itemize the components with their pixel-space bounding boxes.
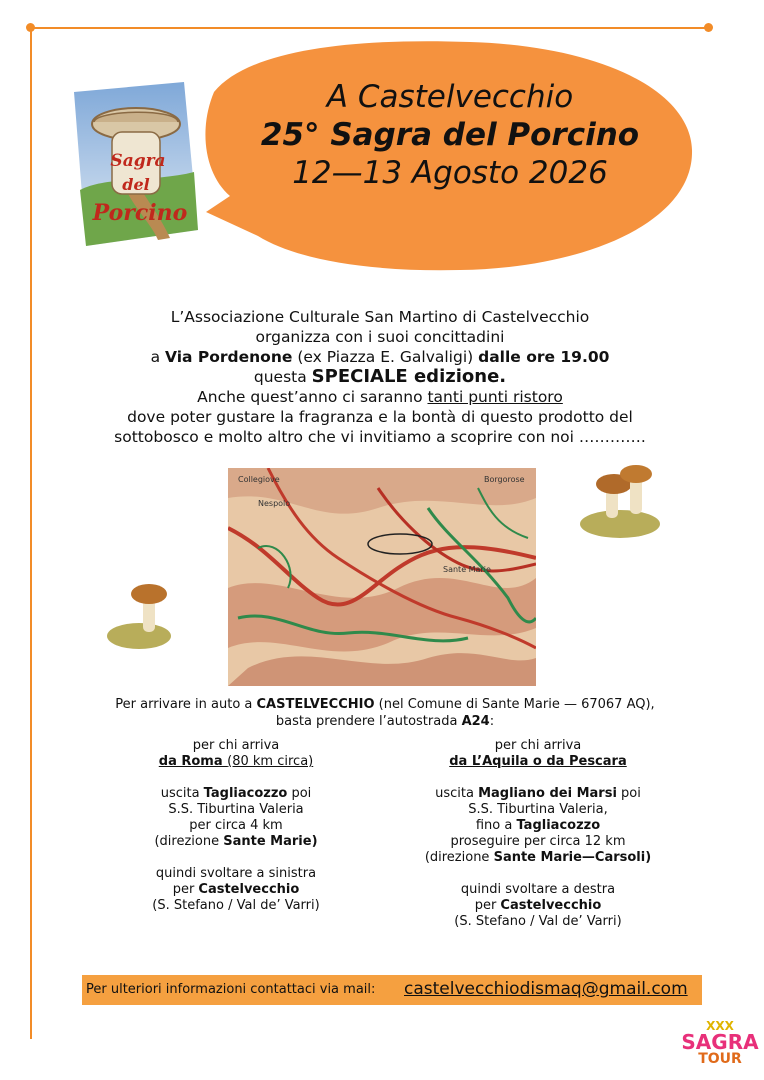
- right-origin: da L’Aquila o da Pescara: [449, 754, 627, 769]
- event-title: [240, 78, 660, 192]
- contact-bar: [82, 975, 702, 1005]
- right-until: Tagliacozzo: [516, 818, 601, 833]
- directions-line-1: Per arrivare in auto a CASTELVECCHIO (nel Comune di Sante Marie — 67067 AQ),: [115, 697, 655, 712]
- left-from: per chi arriva: [192, 738, 280, 753]
- map-label-sante-marie: Sante Marie: [443, 565, 491, 574]
- intro-place: Via Pordenone: [165, 348, 293, 366]
- left-turn: quindi svoltare a sinistra: [155, 866, 317, 881]
- right-area: (S. Stefano / Val de’ Varri): [454, 914, 622, 929]
- intro-line-3: a Via Pordenone (ex Piazza E. Galvaligi) dalle ore 19.00: [150, 348, 610, 366]
- right-turn: quindi svoltare a destra: [460, 882, 616, 897]
- intro-line-1: L’Associazione Culturale San Martino di Castelvecchio: [170, 308, 590, 326]
- brand-sagra: SAGRA: [681, 1030, 759, 1054]
- porcini-mushroom-icon-right: [576, 462, 662, 542]
- intro-line-4: questa SPECIALE edizione.: [253, 366, 507, 387]
- left-origin-note: (80 km circa): [227, 754, 314, 769]
- intro-line-7: sottobosco e molto altro che vi invitiamo a scoprire con noi ………….: [114, 428, 646, 446]
- left-direction: Sante Marie): [223, 834, 318, 849]
- title-dates: 12—13 Agosto 2026: [292, 155, 608, 191]
- intro-special: SPECIALE edizione.: [311, 366, 507, 387]
- left-exit: Tagliacozzo: [203, 786, 288, 801]
- intro-text: [60, 307, 700, 447]
- intro-line-2: organizza con i suoi concittadini: [255, 328, 505, 346]
- title-place: A Castelvecchio: [326, 79, 574, 115]
- sagra-tour-logo: [680, 1020, 760, 1066]
- left-origin: da Roma: [158, 754, 228, 769]
- intro-time: dalle ore 19.00: [478, 348, 610, 366]
- logo-text-porcino: Porcino: [92, 200, 188, 226]
- intro-line-5: Anche quest’anno ci saranno tanti punti ristoro: [197, 388, 563, 406]
- logo-text-del: del: [122, 175, 150, 194]
- logo-text-sagra: Sagra: [110, 151, 166, 171]
- right-road: S.S. Tiburtina Valeria,: [468, 802, 608, 817]
- left-distance: per circa 4 km: [189, 818, 283, 833]
- directions-from-roma: per chi arriva da Roma (80 km circa) uscita Tagliacozzo poi S.S. Tiburtina Valeria per circa 4 km (direzione Sante Marie) quindi svoltare a sinistra per Castelvecchio (S. Stefano / Val de’ Varri): [152, 738, 320, 913]
- map-label-borgorose: Borgorose: [484, 475, 525, 484]
- left-area: (S. Stefano / Val de’ Varri): [152, 898, 320, 913]
- right-distance: proseguire per circa 12 km: [450, 834, 626, 849]
- intro-line-6: dove poter gustare la fragranza e la bontà di questo prodotto del: [127, 408, 633, 426]
- right-direction: Sante Marie—Carsoli): [493, 850, 652, 865]
- directions-from-laquila: per chi arriva da L’Aquila o da Pescara uscita Magliano dei Marsi poi S.S. Tiburtina Valeria, fino a Tagliacozzo proseguire per circa 12 km (direzione Sante Marie—Carsoli) quindi svoltare a destra per Castelvecchio (S. Stefano / Val de’ Varri): [424, 738, 652, 929]
- directions-line-2: basta prendere l’autostrada A24:: [275, 714, 495, 729]
- right-from: per chi arriva: [494, 738, 582, 753]
- directions-intro: [60, 696, 710, 730]
- right-exit: Magliano dei Marsi: [478, 786, 617, 801]
- area-map: [228, 468, 536, 686]
- intro-ristoro: tanti punti ristoro: [427, 388, 563, 406]
- brand-tour: TOUR: [698, 1051, 742, 1067]
- title-event: 25° Sagra del Porcino: [260, 117, 640, 153]
- brand-xxx: XXX: [706, 1019, 734, 1033]
- sagra-porcino-logo: [66, 80, 206, 250]
- contact-label: Per ulteriori informazioni contattaci via mail:: [86, 982, 376, 997]
- map-label-nespolo: Nespolo: [258, 499, 291, 508]
- left-road: S.S. Tiburtina Valeria: [168, 802, 304, 817]
- porcini-mushroom-icon-left: [103, 582, 173, 654]
- right-destination: Castelvecchio: [500, 898, 602, 913]
- map-label-collegiove: Collegiove: [238, 475, 280, 484]
- contact-email-link[interactable]: castelvecchiodismaq@gmail.com: [404, 979, 688, 999]
- left-destination: Castelvecchio: [198, 882, 300, 897]
